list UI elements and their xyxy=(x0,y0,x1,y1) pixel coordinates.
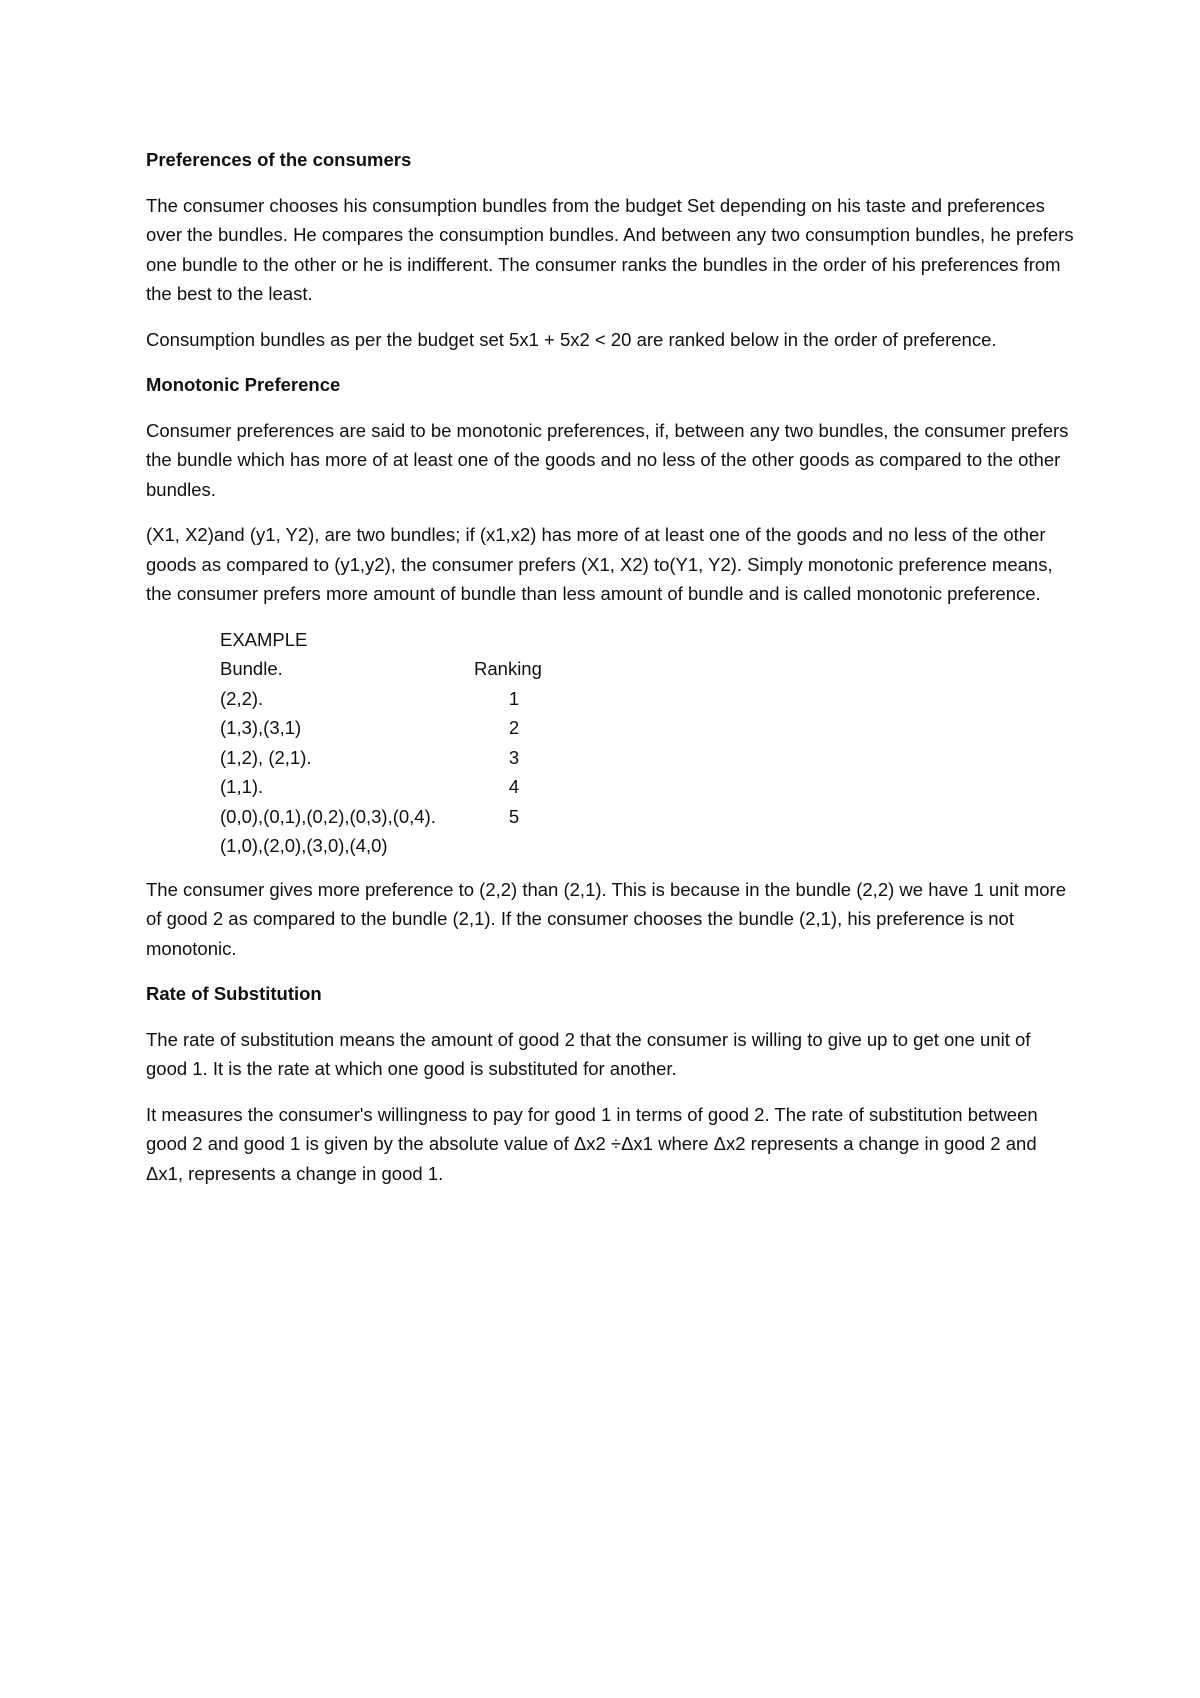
example-row xyxy=(220,802,1076,832)
monotonic-heading: Monotonic Preference xyxy=(146,374,341,395)
example-bundle: (1,0),(2,0),(3,0),(4,0) xyxy=(220,835,388,856)
example-rank: 1 xyxy=(508,687,520,709)
substitution-heading: Rate of Substitution xyxy=(146,983,322,1004)
example-rank: 2 xyxy=(508,717,520,738)
example-rank xyxy=(474,831,554,861)
example-bundle: (0,0),(0,1),(0,2),(0,3),(0,4). xyxy=(220,805,436,827)
ranking-header: Ranking xyxy=(474,658,542,679)
document-body xyxy=(146,145,1076,1204)
example-header-row xyxy=(220,654,1076,684)
example-bundle: (1,2), (2,1). xyxy=(220,746,312,768)
example-rank: 4 xyxy=(508,776,520,797)
example-row xyxy=(220,772,1076,802)
example-row xyxy=(220,831,1076,861)
example-row xyxy=(220,684,1076,714)
substitution-paragraph-2: It measures the consumer's willingness to pay for good 1 in terms of good 2. The rate of substitution between good 2 and good 1 is given by the absolute value of Δx2 ÷Δx1 where Δx2 represents a change in good 2 and Δx1, represents a change in good 1. xyxy=(146,1103,1038,1184)
substitution-paragraph-1: The rate of substitution means the amount of good 2 that the consumer is willing to give up to get one unit of good 1. It is the rate at which one good is substituted for another. xyxy=(146,1028,1031,1079)
example-rank: 5 xyxy=(508,805,520,827)
document-title: Preferences of the consumers xyxy=(146,149,412,170)
example-bundle: (2,2). xyxy=(220,687,264,709)
monotonic-paragraph-2: (X1, X2)and (y1, Y2), are two bundles; if (x1,x2) has more of at least one of the goods and no less of the other goods as compared to (y1,y2), the consumer prefers (X1, X2) to(Y1, Y2). Simply monotonic preference means, the consumer prefers more amount of bundle than less amount of bundle and is called monotonic preference. xyxy=(146,524,1053,604)
budget-paragraph: Consumption bundles as per the budget set 5x1 + 5x2 < 20 are ranked below in the order of preference. xyxy=(146,328,997,350)
example-rank: 3 xyxy=(508,746,520,768)
example-row xyxy=(220,713,1076,743)
monotonic-paragraph-1: Consumer preferences are said to be monotonic preferences, if, between any two bundles, the consumer prefers the bundle which has more of at least one of the goods and no less of the other goods as compared to the other bundles. xyxy=(146,419,1069,500)
example-label: EXAMPLE xyxy=(220,628,308,650)
example-block xyxy=(220,625,1076,861)
intro-paragraph: The consumer chooses his consumption bundles from the budget Set depending on his taste and preferences over the bundles. He compares the consumption bundles. And between any two consumption bundles, he prefers one bundle to the other or he is indifferent. The consumer ranks the bundles in the order of his preferences from the best to the least. xyxy=(146,194,1074,304)
bundle-header: Bundle. xyxy=(220,658,283,679)
example-bundle: (1,1). xyxy=(220,776,264,797)
example-row xyxy=(220,743,1076,773)
explanation-paragraph: The consumer gives more preference to (2,2) than (2,1). This is because in the bundle (2,2) we have 1 unit more of good 2 as compared to the bundle (2,1). If the consumer chooses the bundle (2,1), his preference is not monotonic. xyxy=(146,878,1066,959)
example-bundle: (1,3),(3,1) xyxy=(220,717,302,738)
